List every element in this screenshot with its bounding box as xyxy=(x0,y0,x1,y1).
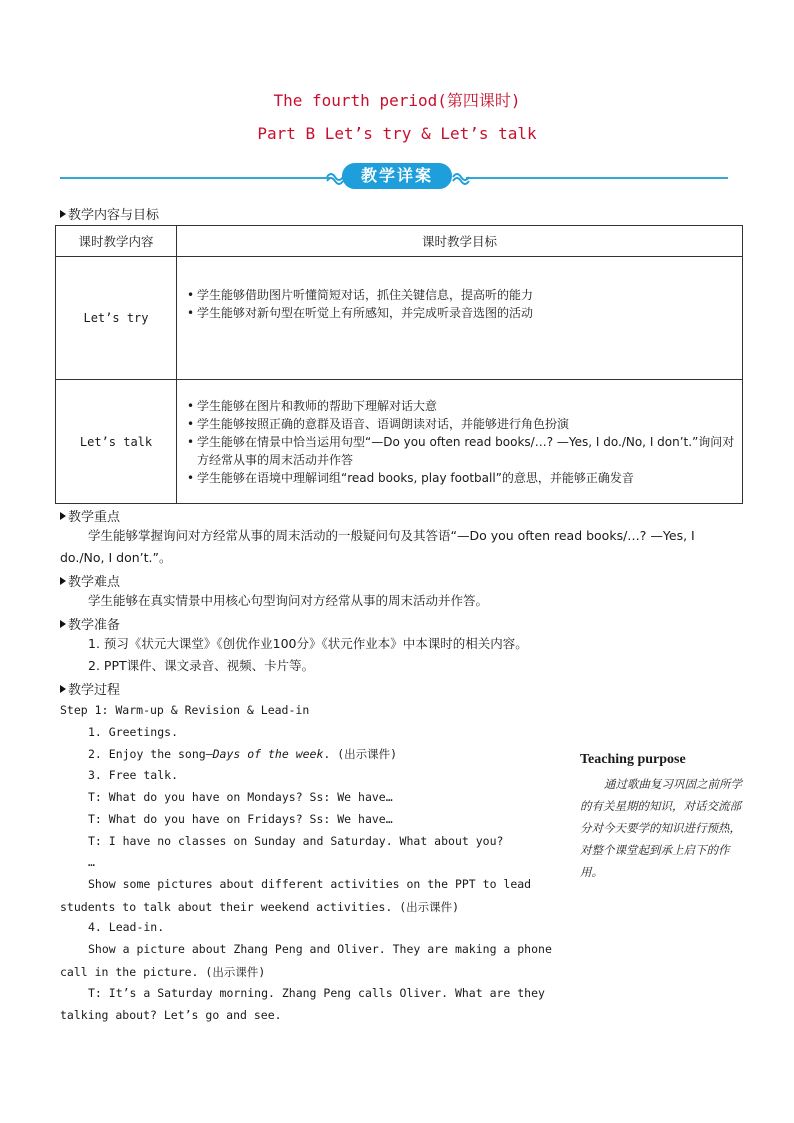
step-title: Step 1: Warm-up & Revision & Lead-in xyxy=(60,703,310,717)
wave-right-icon xyxy=(452,169,470,185)
goal-item: • 学生能够对新句型在听觉上有所感知，并完成听录音选图的活动 xyxy=(187,304,736,322)
bullet-triangle-icon xyxy=(60,512,66,520)
banner-label: 教学详案 xyxy=(342,163,452,189)
prep-item: 2. PPT课件、课文录音、视频、卡片等。 xyxy=(88,658,315,673)
process-line: students to talk about their weekend activities. (出示课件) xyxy=(60,900,460,914)
objectives-table xyxy=(55,225,743,504)
process-line: Show a picture about Zhang Peng and Oliver. They are making a phone xyxy=(88,942,552,956)
lesson-title: The fourth period(第四课时) xyxy=(273,91,521,110)
bullet-triangle-icon xyxy=(60,620,66,628)
row-content: Let’s talk xyxy=(56,380,177,504)
process-heading: 教学过程 xyxy=(60,679,120,698)
row-content: Let’s try xyxy=(56,257,177,380)
goal-item: • 学生能够在语境中理解词组“read books, play football”的意思，并能够正确发音 xyxy=(187,469,736,487)
bullet-triangle-icon xyxy=(60,210,66,218)
prep-item: 1. 预习《状元大课堂》《创优作业100分》《状元作业本》中本课时的相关内容。 xyxy=(88,636,528,651)
teaching-purpose-text: 通过歌曲复习巩固之前所学的有关星期的知识，对话交流部分对今天要学的知识进行预热，对整个课堂起到承上启下的作用。 xyxy=(580,777,742,879)
table-row xyxy=(56,380,743,504)
table-header-row xyxy=(56,226,743,257)
row-goals xyxy=(177,257,743,380)
bullet-triangle-icon xyxy=(60,685,66,693)
process-line-song: 2. Enjoy the song—Days of the week. (出示课件) xyxy=(88,747,398,761)
banner-rule-left xyxy=(60,177,330,179)
col-content-header: 课时教学内容 xyxy=(56,226,177,257)
banner-rule-right xyxy=(466,177,728,179)
key-points-heading: 教学重点 xyxy=(60,506,120,525)
lesson-subtitle: Part B Let’s try & Let’s talk xyxy=(257,124,537,143)
difficulties-heading: 教学难点 xyxy=(60,571,120,590)
col-goals-header: 课时教学目标 xyxy=(177,226,743,257)
process-line: 3. Free talk. xyxy=(88,768,179,782)
process-line: T: What do you have on Mondays? Ss: We have… xyxy=(88,790,393,804)
process-line: talking about? Let’s go and see. xyxy=(60,1008,282,1022)
objectives-heading: 教学内容与目标 xyxy=(60,204,159,223)
section-banner xyxy=(326,163,468,191)
row-goals xyxy=(177,380,743,504)
process-line: T: It’s a Saturday morning. Zhang Peng calls Oliver. What are they xyxy=(88,986,545,1000)
goal-item: • 学生能够借助图片听懂简短对话，抓住关键信息，提高听的能力 xyxy=(187,286,736,304)
process-line: Show some pictures about different activities on the PPT to lead xyxy=(88,877,532,891)
song-title: Days of the week xyxy=(212,747,324,761)
preparation-heading: 教学准备 xyxy=(60,614,120,633)
goal-item: • 学生能够在图片和教师的帮助下理解对话大意 xyxy=(187,397,736,415)
goal-item: • 学生能够按照正确的意群及语音、语调朗读对话，并能够进行角色扮演 xyxy=(187,415,736,433)
key-points-text: 学生能够掌握询问对方经常从事的周末活动的一般疑问句及其答语“—Do you often read books/…? —Yes, I do./No, I don’t.”。 xyxy=(60,528,695,565)
table-row xyxy=(56,257,743,380)
difficulties-text: 学生能够在真实情景中用核心句型询问对方经常从事的周末活动并作答。 xyxy=(88,593,489,608)
process-line: T: I have no classes on Sunday and Saturday. What about you? xyxy=(88,834,504,848)
teaching-purpose-title: Teaching purpose xyxy=(580,752,686,767)
process-line: T: What do you have on Fridays? Ss: We have… xyxy=(88,812,393,826)
process-line: … xyxy=(88,855,95,869)
process-line: 4. Lead-in. xyxy=(88,920,165,934)
goal-item: • 学生能够在情景中恰当运用句型“—Do you often read books/…? —Yes, I do./No, I don’t.”询问对方经常从事的周末活动并作答 xyxy=(187,433,736,469)
bullet-triangle-icon xyxy=(60,577,66,585)
process-line: call in the picture. (出示课件) xyxy=(60,965,266,979)
process-line: 1. Greetings. xyxy=(88,725,179,739)
